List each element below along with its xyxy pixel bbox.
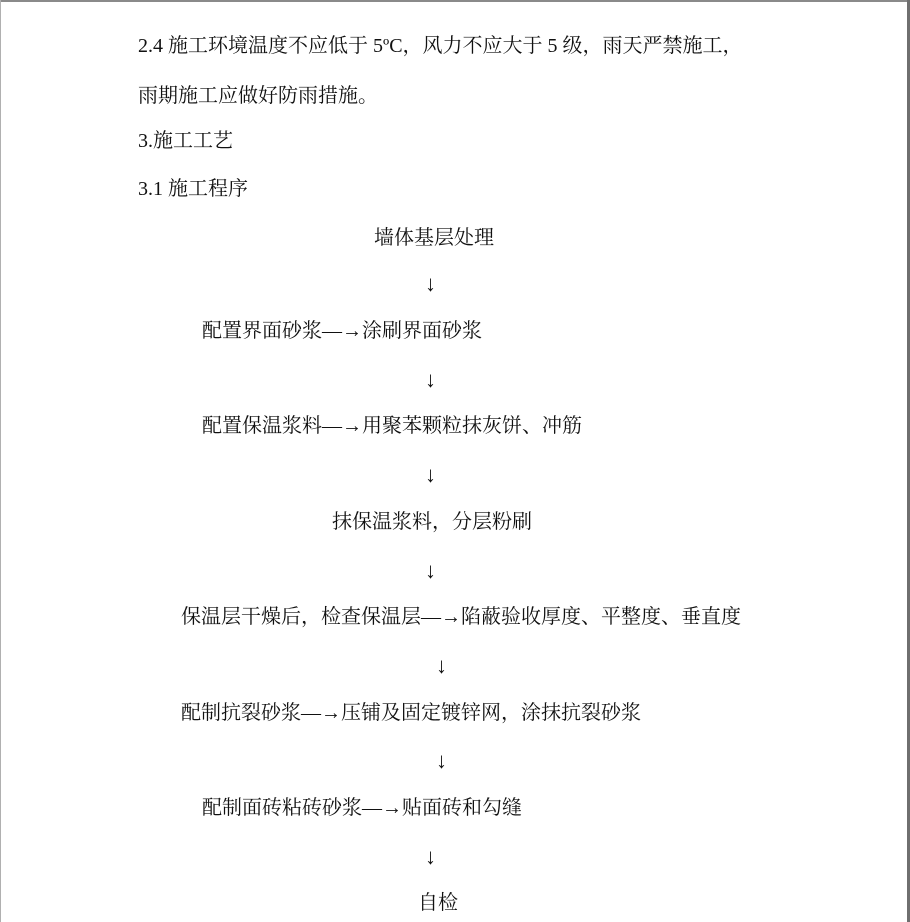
flow-step-8: 自检 (418, 892, 458, 914)
flow-step-6: 配制抗裂砂浆—→压铺及固定镀锌网，涂抹抗裂砂浆 (181, 702, 641, 724)
paragraph-2-4-line-1: 2.4 施工环境温度不应低于 5ºC，风力不应大于 5 级，雨天严禁施工， (138, 35, 743, 57)
page-top-edge (0, 0, 910, 2)
flow-arrow-1: ↓ (425, 271, 436, 296)
flow-step-4: 抹保温浆料，分层粉刷 (332, 511, 532, 533)
page-left-edge (0, 0, 1, 922)
flow-arrow-5: ↓ (436, 653, 447, 678)
flow-step-2: 配置界面砂浆—→涂刷界面砂浆 (202, 320, 482, 342)
section-3-heading: 3.施工工艺 (138, 130, 233, 152)
flow-step-1: 墙体基层处理 (374, 227, 494, 249)
flow-arrow-7: ↓ (425, 844, 436, 869)
flow-arrow-2: ↓ (425, 367, 436, 392)
flow-step-3: 配置保温浆料—→用聚苯颗粒抹灰饼、冲筋 (202, 415, 582, 437)
flow-step-5: 保温层干燥后，检查保温层—→陷蔽验收厚度、平整度、垂直度 (181, 606, 741, 628)
flow-arrow-4: ↓ (425, 558, 436, 583)
section-3-1-heading: 3.1 施工程序 (138, 178, 248, 200)
paragraph-2-4-line-2: 雨期施工应做好防雨措施。 (138, 85, 378, 107)
flow-arrow-6: ↓ (436, 748, 447, 773)
flow-step-7: 配制面砖粘砖砂浆—→贴面砖和勾缝 (202, 797, 522, 819)
flow-arrow-3: ↓ (425, 462, 436, 487)
